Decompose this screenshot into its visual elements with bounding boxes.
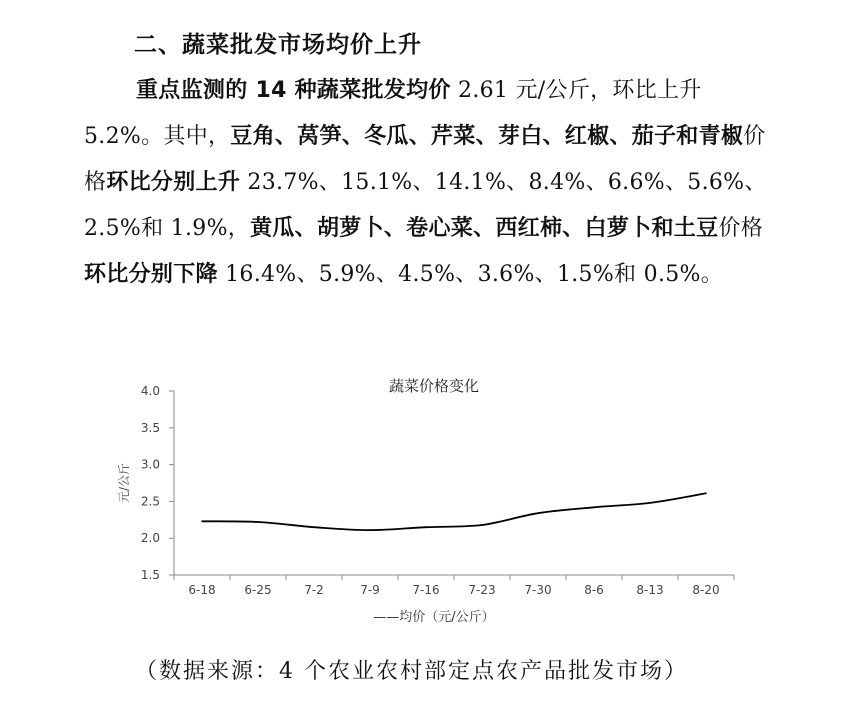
price-chart (104, 366, 754, 636)
para-text-1: 重点监测的 14 种蔬菜批发均价 (136, 78, 451, 103)
series-line-average-price (202, 493, 706, 530)
price-chart-svg (104, 366, 754, 636)
x-tick-label: 7-30 (524, 583, 552, 597)
para-text-3: 豆角、莴笋、冬瓜、芹菜、芽白、红椒、茄子和青椒 (230, 124, 744, 149)
y-tick-label: 3.5 (140, 420, 160, 435)
para-text-10: 16.4%、5.9%、4.5%、3.6%、1.5%和 0.5%。 (217, 262, 724, 287)
y-axis-label: 元/公斤 (117, 462, 131, 504)
chart-title: 蔬菜价格变化 (388, 377, 480, 395)
x-ticks (174, 575, 734, 597)
y-ticks (141, 384, 174, 582)
data-source-note: （数据来源：4 个农业农村部定点农产品批发市场） (135, 659, 688, 684)
x-tick-label: 7-9 (360, 583, 380, 597)
para-text-5: 环比分别上升 (106, 170, 241, 195)
x-tick-label: 7-2 (304, 583, 324, 597)
para-text-8: 价格 (718, 216, 763, 241)
y-tick-label: 2.5 (140, 494, 160, 509)
summary-paragraph (84, 68, 784, 298)
para-text-4: 价格 (84, 124, 766, 195)
x-tick-label: 7-16 (412, 583, 440, 597)
section-title: 二、蔬菜批发市场均价上升 (134, 32, 422, 58)
data-point-6-18 (201, 520, 203, 522)
data-points (201, 493, 707, 531)
data-point-7-30 (537, 512, 539, 514)
para-text-7: 黄瓜、胡萝卜、卷心菜、西红柿、白萝卜和土豆 (250, 216, 719, 241)
y-tick-label: 1.5 (140, 568, 160, 582)
data-point-8-20 (705, 493, 707, 495)
data-point-8-13 (649, 502, 651, 504)
y-tick-label: 3.0 (140, 457, 160, 472)
x-tick-label: 6-25 (244, 583, 272, 597)
x-tick-label: 8-13 (636, 583, 664, 597)
para-text-2: 2.61 元/公斤，环比上升 5.2%。其中， (84, 78, 702, 149)
x-tick-label: 7-23 (468, 583, 496, 597)
x-tick-label: 8-20 (692, 583, 720, 597)
x-tick-label: 8-6 (584, 583, 604, 597)
data-point-7-9 (369, 529, 371, 531)
data-point-8-6 (593, 506, 595, 508)
data-point-7-23 (481, 524, 483, 526)
data-point-6-25 (257, 521, 259, 523)
y-tick-label: 2.0 (140, 531, 160, 546)
para-text-6: 23.7%、15.1%、14.1%、8.4%、6.6%、5.6%、2.5%和 1.9%， (84, 170, 767, 241)
x-tick-label: 6-18 (188, 583, 216, 597)
data-point-7-16 (425, 526, 427, 528)
para-text-9: 环比分别下降 (84, 262, 218, 287)
legend-label: ——均价（元/公斤） (373, 610, 495, 625)
data-point-7-2 (313, 526, 315, 528)
y-tick-label: 4.0 (140, 384, 160, 398)
